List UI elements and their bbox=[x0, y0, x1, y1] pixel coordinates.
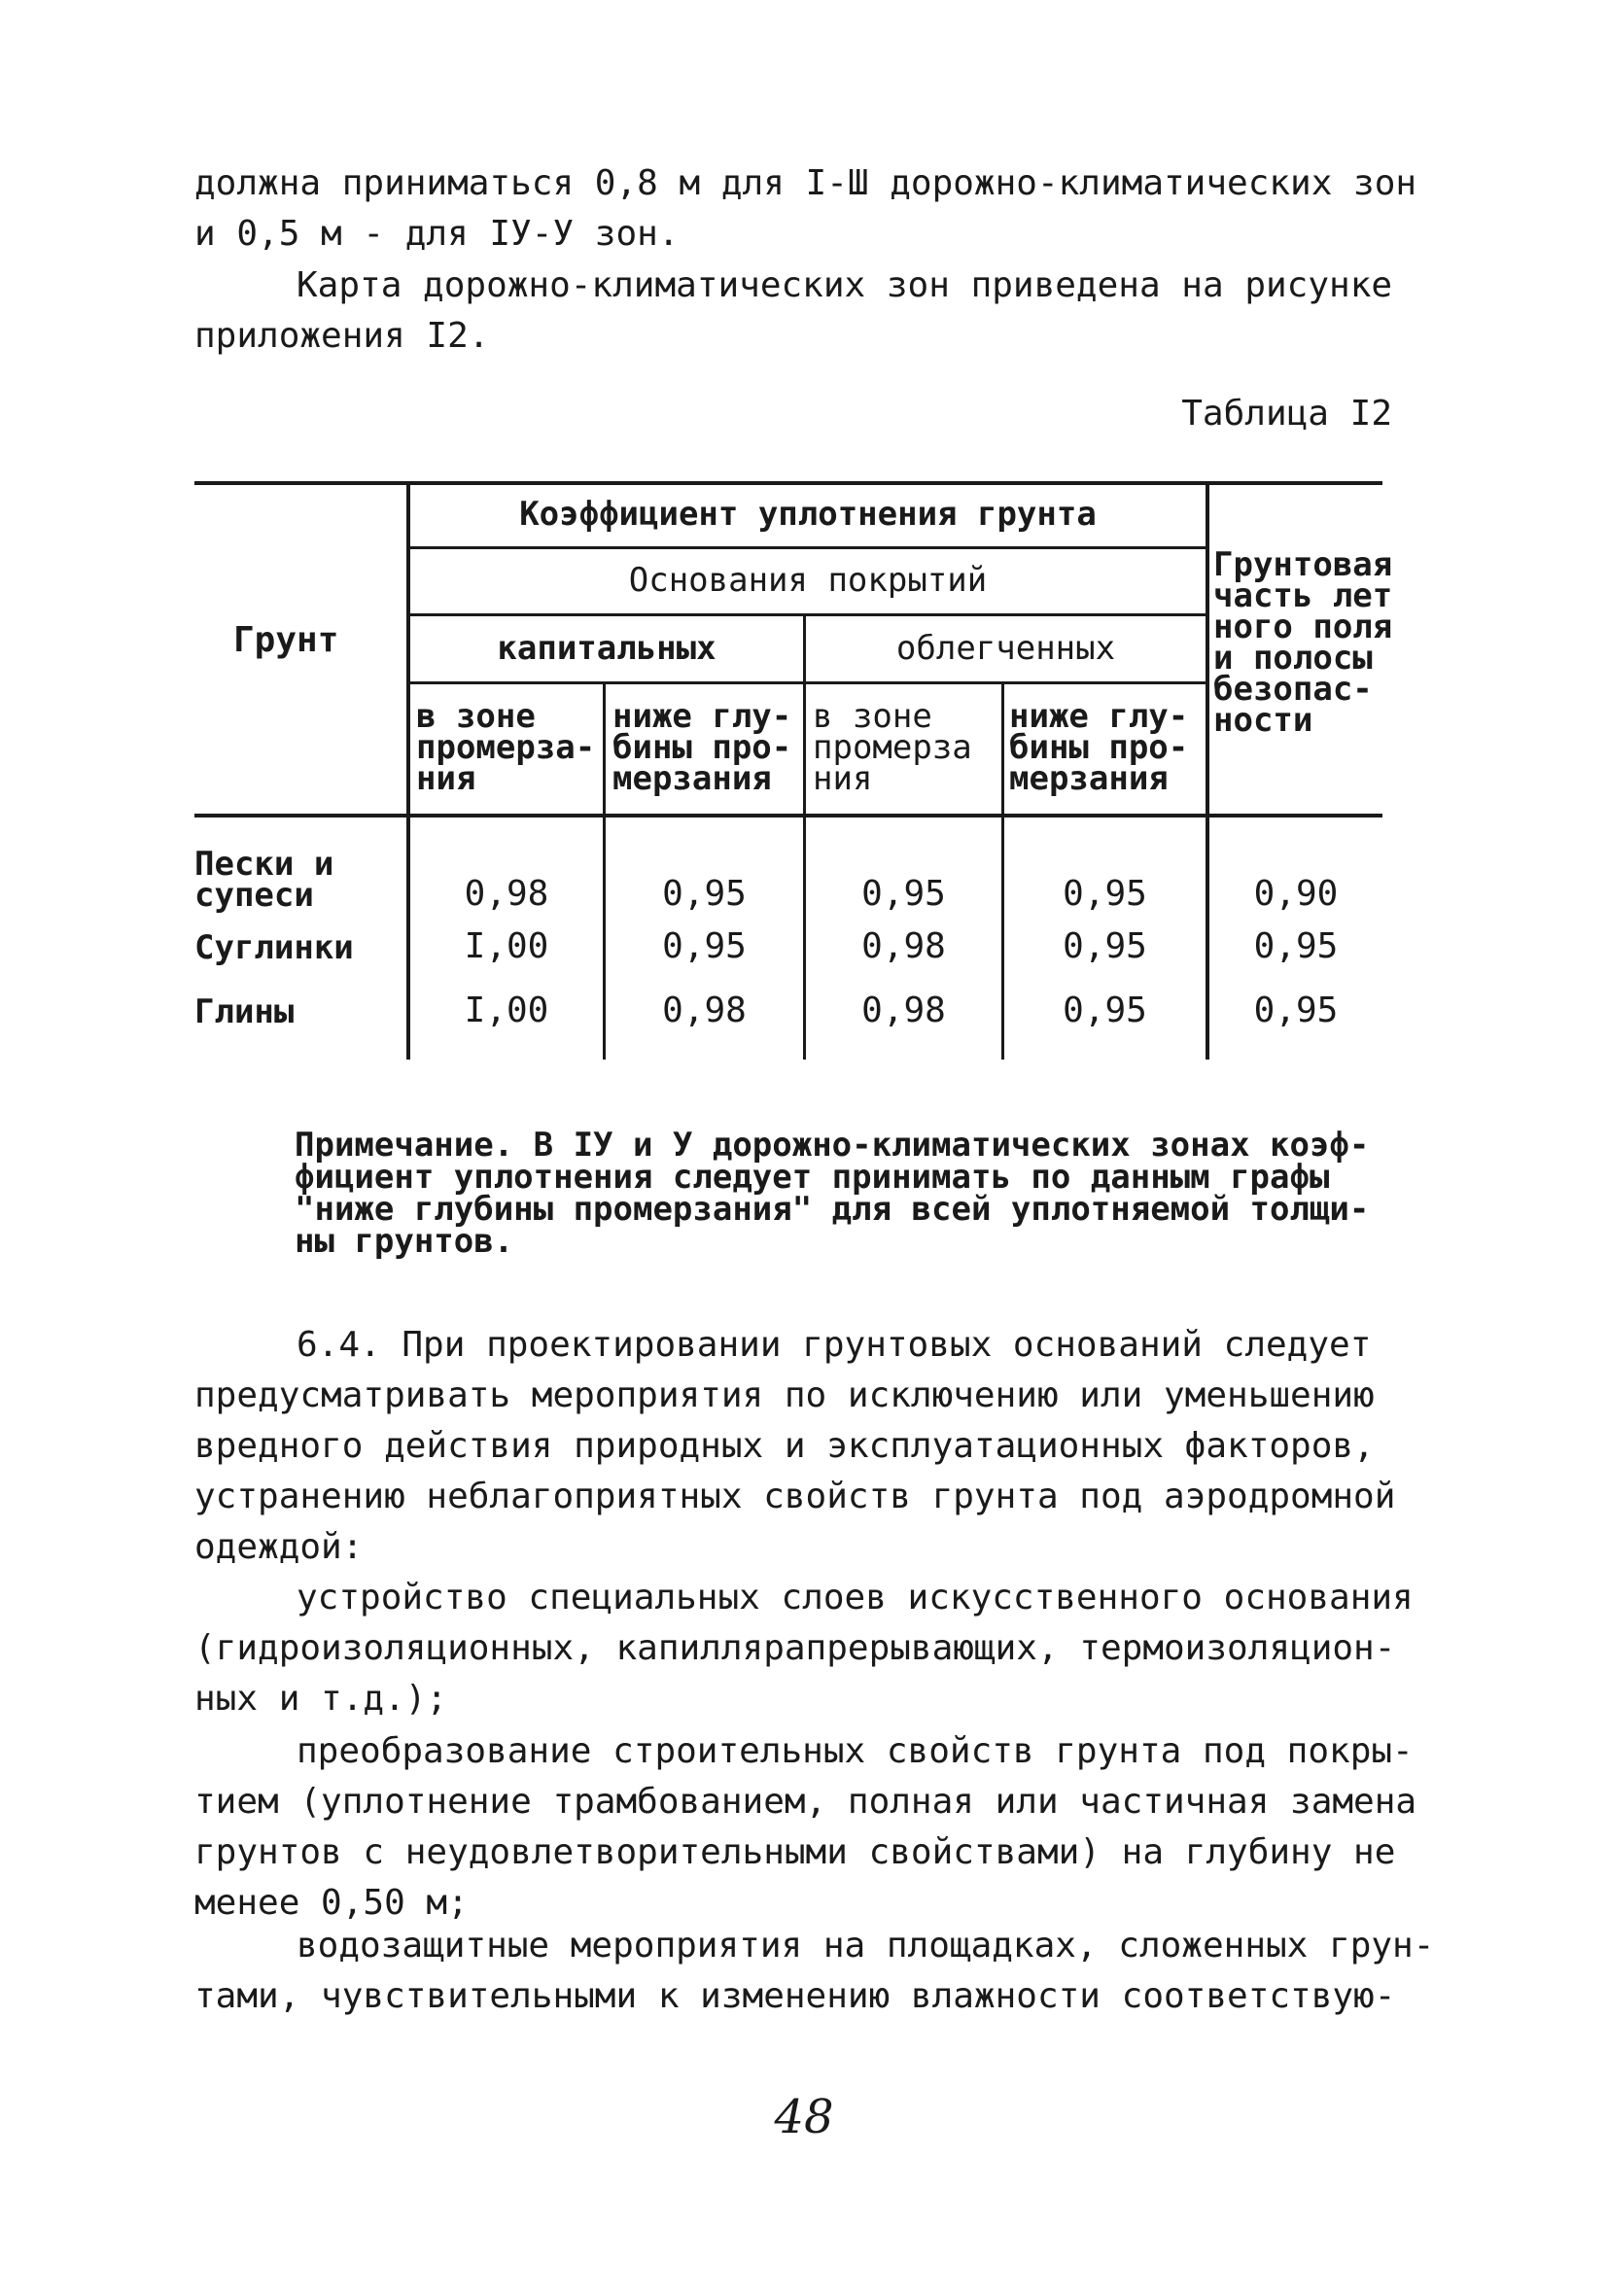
subheader-line: в зоне bbox=[813, 697, 932, 736]
table-cell: 0,95 bbox=[662, 926, 747, 966]
table-cell: 0,95 bbox=[1253, 926, 1339, 966]
text-line: предусматривать мероприятия по исключению или уменьшению bbox=[194, 1375, 1375, 1415]
subheader-line: часть лет bbox=[1213, 576, 1393, 615]
text-line: менее 0,50 м; bbox=[194, 1883, 469, 1923]
column-header-capital: капитальных bbox=[497, 629, 717, 668]
table-cell: I,00 bbox=[464, 991, 549, 1030]
table-cell: 0,90 bbox=[1253, 874, 1339, 914]
subheader-line: промерза- bbox=[416, 728, 596, 767]
table-caption: Таблица I2 bbox=[1181, 394, 1392, 434]
row-label-line: Пески и bbox=[194, 845, 334, 884]
table-header-rule bbox=[194, 814, 1382, 818]
text-line: (гидроизоляционных, капиллярапрерывающих, термоизоляцион- bbox=[194, 1628, 1396, 1668]
table-cell: 0,98 bbox=[861, 926, 946, 966]
row-label-sands bbox=[194, 845, 334, 915]
table-cell: 0,98 bbox=[464, 874, 549, 914]
subheader-line: мерзания bbox=[612, 759, 772, 798]
text-line: преобразование строительных свойств грунта под покры- bbox=[297, 1731, 1414, 1771]
table-rule bbox=[406, 681, 1206, 684]
table-cell: 0,98 bbox=[662, 991, 747, 1030]
table-cell: 0,95 bbox=[662, 874, 747, 914]
table-cell: 0,98 bbox=[861, 991, 946, 1030]
subheader-line: промерза bbox=[813, 728, 972, 767]
text-line: устройство специальных слоев искусственного основания bbox=[297, 1578, 1414, 1618]
text-line: ных и т.д.); bbox=[194, 1679, 448, 1719]
subheader-line: Грунтовая bbox=[1213, 545, 1393, 584]
subheader-line: ного поля bbox=[1213, 608, 1393, 646]
subheader-below-freeze bbox=[1009, 697, 1189, 798]
text-line: грунтов с неудовлетворительными свойствами) на глубину не bbox=[194, 1832, 1396, 1872]
table-cell: I,00 bbox=[464, 926, 549, 966]
table-cell: 0,95 bbox=[1063, 991, 1147, 1030]
table-note bbox=[295, 1126, 1403, 1261]
text-line: Примечание. В IУ и У дорожно-климатических зонах коэф- bbox=[295, 1126, 1370, 1165]
subheader-line: и полосы bbox=[1213, 639, 1373, 678]
row-label-loams: Суглинки bbox=[194, 928, 354, 967]
text-line: одеждой: bbox=[194, 1527, 364, 1567]
text-line: "ниже глубины промерзания" для всей уплотняемой толщи- bbox=[295, 1190, 1370, 1229]
text-line: 6.4. При проектировании грунтовых оснований следует bbox=[297, 1325, 1372, 1365]
text-line: ны грунтов. bbox=[295, 1222, 514, 1261]
text-line: водозащитные мероприятия на площадках, сложенных грун- bbox=[297, 1926, 1435, 1966]
text-line: фициент уплотнения следует принимать по данным графы bbox=[295, 1158, 1330, 1197]
subheader-below-freeze bbox=[612, 697, 792, 798]
page-number: 48 bbox=[774, 2090, 834, 2144]
text-line: вредного действия природных и эксплуатационных факторов, bbox=[194, 1426, 1375, 1466]
column-header-airfield bbox=[1213, 545, 1393, 740]
table-column-rule bbox=[1206, 481, 1209, 1060]
table-rule bbox=[406, 613, 1206, 616]
subheader-line: мерзания bbox=[1009, 759, 1169, 798]
text-line: должна приниматься 0,8 м для I-Ш дорожно-климатических зон bbox=[194, 163, 1417, 203]
subheader-line: ниже глу- bbox=[1009, 697, 1189, 736]
text-line: и 0,5 м - для IУ-У зон. bbox=[194, 214, 680, 254]
table-cell: 0,95 bbox=[1253, 991, 1339, 1030]
text-line: тием (уплотнение трамбованием, полная или частичная замена bbox=[194, 1782, 1417, 1822]
subheader-line: в зоне bbox=[416, 697, 536, 736]
section-paragraph bbox=[194, 1320, 1396, 1573]
subheader-line: ности bbox=[1213, 701, 1313, 740]
intro-paragraph bbox=[194, 158, 1417, 260]
map-reference-paragraph bbox=[194, 261, 1393, 362]
column-header-compaction: Коэффициент уплотнения грунта bbox=[519, 495, 1097, 534]
row-label-clays: Глины bbox=[194, 992, 295, 1031]
subheader-line: бины про- bbox=[612, 728, 792, 767]
column-header-ground: Грунт bbox=[233, 620, 339, 660]
table-rule bbox=[406, 546, 1206, 549]
list-item bbox=[194, 1726, 1417, 1929]
subheader-freeze-zone bbox=[813, 697, 972, 798]
table-top-rule bbox=[194, 481, 1382, 485]
row-label-line: супеси bbox=[194, 876, 314, 915]
table-cell: 0,95 bbox=[861, 874, 946, 914]
text-line: устранению неблагоприятных свойств грунта под аэродромной bbox=[194, 1477, 1396, 1516]
text-line: Карта дорожно-климатических зон приведена на рисунке bbox=[297, 265, 1393, 305]
subheader-line: ния bbox=[416, 759, 476, 798]
subheader-line: ния bbox=[813, 759, 873, 798]
table-cell: 0,95 bbox=[1063, 874, 1147, 914]
subheader-line: безопас- bbox=[1213, 670, 1373, 709]
text-line: тами, чувствительными к изменению влажности соответствую- bbox=[194, 1976, 1396, 2016]
list-item bbox=[194, 1573, 1414, 1724]
list-item bbox=[194, 1921, 1435, 2022]
compaction-coefficient-table bbox=[194, 481, 1393, 1064]
text-line: приложения I2. bbox=[194, 316, 490, 356]
subheader-line: бины про- bbox=[1009, 728, 1189, 767]
column-header-bases: Основания покрытий bbox=[628, 561, 988, 600]
table-cell: 0,95 bbox=[1063, 926, 1147, 966]
subheader-freeze-zone bbox=[416, 697, 596, 798]
column-header-light: облегченных bbox=[895, 629, 1116, 668]
subheader-line: ниже глу- bbox=[612, 697, 792, 736]
